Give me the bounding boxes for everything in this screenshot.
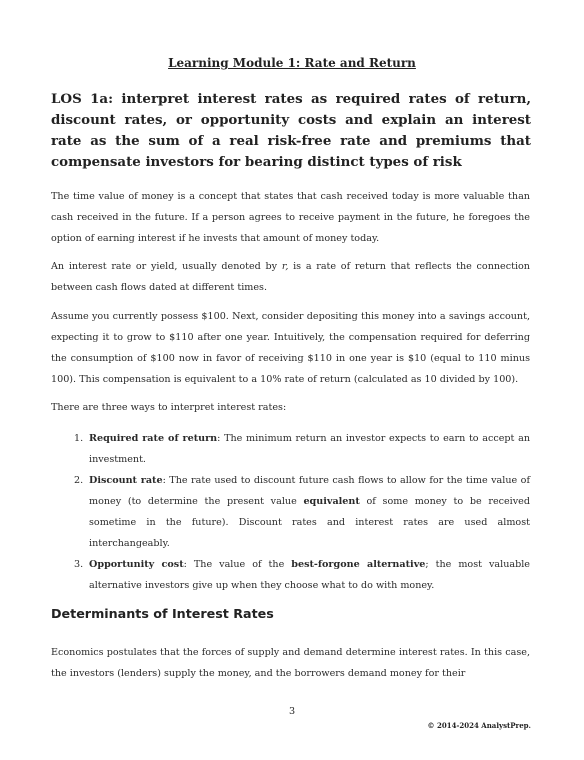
copyright-notice: © 2014-2024 AnalystPrep. (427, 721, 531, 730)
list-emphasis: best-forgone alternative (291, 559, 426, 570)
page-number: 3 (288, 706, 296, 717)
los-heading: LOS 1a: interpret interest rates as required rates of return, discount rates, or opportunity costs and explain an interest rate as the sum of a real risk-free rate and premiums that compensate investors for bearing distinct types of risk (51, 91, 531, 170)
interest-rate-interpretations-list (72, 428, 530, 596)
list-number: 3. (74, 559, 84, 570)
list-text: : The value of the (183, 559, 292, 570)
section-heading: Determinants of Interest Rates (51, 606, 274, 621)
list-text: : The rate used to discount future cash flows to allow for the time value of money (to determine the present value (89, 475, 530, 507)
list-number: 2. (74, 475, 84, 486)
paragraph-text: is a rate of return that reflects the connection between cash flows dated at different times. (51, 261, 530, 293)
paragraph-interest-rate (51, 256, 530, 298)
list-text: of some money to be received sometime in the future). Discount rates and interest rates are used almost interchangeably. (89, 496, 530, 549)
paragraph-time-value: The time value of money is a concept that states that cash received today is more valuable than cash received in the future. If a person agrees to receive payment in the future, he foregoes the option of earning interest if he invests that amount of money today. (51, 191, 530, 244)
list-emphasis: equivalent (303, 496, 360, 507)
variable-r: r, (281, 261, 289, 272)
list-number: 1. (74, 433, 84, 444)
module-title: Learning Module 1: Rate and Return (168, 56, 416, 70)
list-item (72, 428, 530, 470)
paragraph-three-ways: There are three ways to interpret interest rates: (51, 402, 287, 413)
list-text: ; the most valuable alternative investors give up when they choose what to do with money. (89, 559, 530, 591)
paragraph-text: An interest rate or yield, usually denoted by (51, 261, 282, 272)
list-item (72, 554, 530, 596)
list-term: Required rate of return (89, 433, 218, 444)
list-term: Opportunity cost (89, 559, 184, 570)
list-term: Discount rate (89, 475, 163, 486)
paragraph-example: Assume you currently possess $100. Next, consider depositing this money into a savings account, expecting it to grow to $110 after one year. Intuitively, the compensation required for deferring the consumption of $100 now in favor of receiving $110 in one year is $10 (equal to 110 minus 100). This compensation is equivalent to a 10% rate of return (calculated as 10 divided by 100). (51, 311, 530, 385)
paragraph-determinants: Economics postulates that the forces of supply and demand determine interest rates. In this case, the investors (lenders) supply the money, and the borrowers demand money for their (51, 647, 530, 679)
list-item (72, 470, 530, 554)
list-text: : The minimum return an investor expects to earn to accept an investment. (89, 433, 531, 465)
